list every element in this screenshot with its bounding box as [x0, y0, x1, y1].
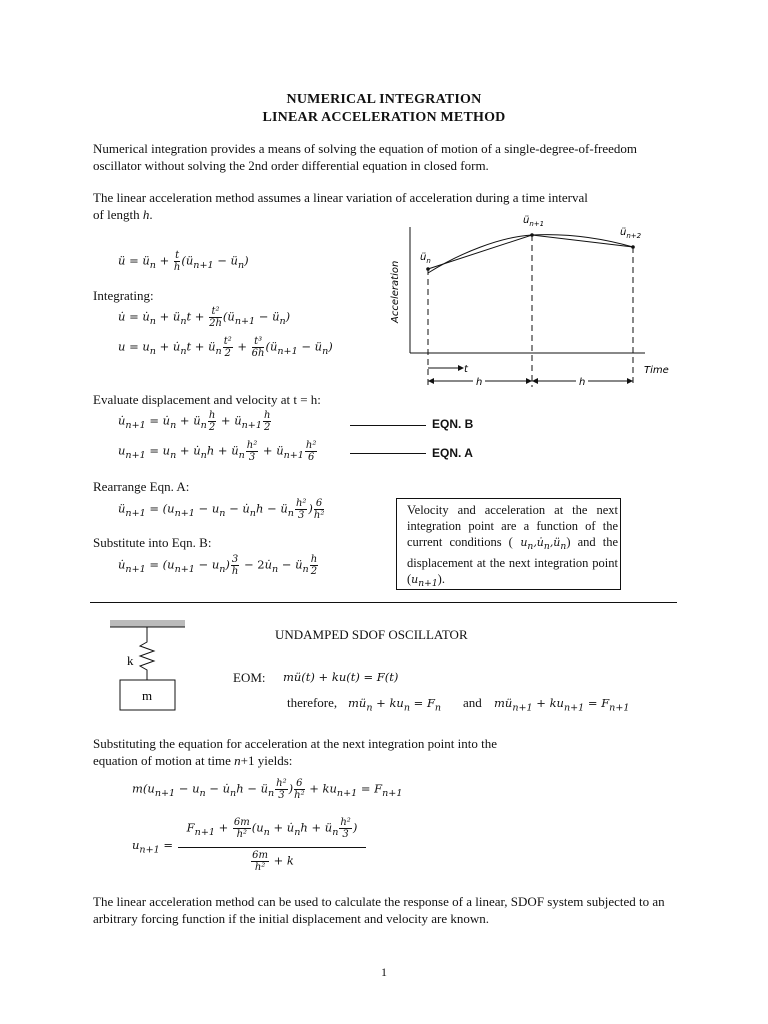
page-number: 1 [381, 965, 387, 979]
page-subtitle: LINEAR ACCELERATION METHOD [262, 110, 506, 125]
oscillator-sketch [100, 618, 200, 718]
t-label: t [464, 364, 468, 375]
acceleration-diagram [380, 205, 680, 395]
combined-equation: $m(u_{n+1} - u_n$ − $u̇_nh$ − $ü_n$ $\frac{\text{h²}}{3}$ ) $\frac{6}{\text{h²}}$ + $ku_{n+1} = F_{n+1}$ [132, 778, 403, 801]
acceleration-equation: ü = $ü_n$ + $\frac{t}{h}$ ($ü_{n+1}$ − $ü_n$) [118, 250, 249, 273]
spring-label: k [127, 653, 134, 668]
therefore-label: therefore, [287, 695, 338, 710]
label-a-n1: $ü_{n+1}$ [523, 215, 545, 228]
substituting-n: n [234, 753, 241, 768]
x-axis-label: Time [644, 365, 669, 376]
substituted-equation: $u̇_{n+1} = (u_{n+1} - u_n)$ $\frac{3}{h}$ − $2u̇_n$ − $ü_n$ $\frac{h}{2}$ [118, 554, 318, 577]
eom-equation: mü(t) + ku(t) = F(t) [283, 670, 399, 684]
note-conditions: $u_n,u̇_n,ü_n$ [512, 536, 567, 553]
spring-icon [140, 627, 154, 680]
eqn-b-leader [350, 425, 426, 426]
integrating-label: Integrating: [93, 288, 154, 303]
eqn-b-label: EQN. B [432, 417, 474, 431]
eqn-a-label: EQN. A [432, 446, 473, 460]
substituting-text-line2a: equation of motion at time [93, 753, 235, 768]
substituting-paragraph [93, 735, 693, 769]
assumption-text-line1: The linear acceleration method assumes a linear variation of acceleration during a time interval [93, 190, 588, 205]
mass-label: m [142, 688, 153, 703]
h-label-2: h [579, 377, 586, 388]
eqn-a-equation: $u_{n+1} = u_n$ + $u̇_nh$ + $ü_n$ $\frac{\text{h²}}{3}$ + $ü_{n+1}$ $\frac{\text{h²}}{6}$ [118, 440, 317, 463]
page-title: NUMERICAL INTEGRATION [286, 92, 482, 107]
substitute-label: Substitute into Eqn. B: [93, 535, 212, 550]
dim-arrow-icon [428, 378, 434, 384]
intro-paragraph: Numerical integration provides a means of solving the equation of motion of a single-degree-of-freedom oscillator without solving the 2nd order differential equation in closed form. [93, 141, 638, 173]
note-text-1: Velocity and acceleration at the next integration point are a function of the current conditions ( [407, 503, 618, 549]
oscillator-title: UNDAMPED SDOF OSCILLATOR [275, 627, 468, 642]
rearranged-equation: $ü_{n+1} = (u_{n+1} - u_n$ − $u̇_nh$ − $ü_n$ $\frac{\text{h²}}{3}$ ) $\frac{6}{\text{h²}}$ [118, 498, 325, 521]
h-label-1: h [476, 377, 483, 388]
label-a-n2: $ü_{n+2}$ [620, 227, 642, 240]
note-displacement: $u_{n+1}$ [411, 573, 438, 590]
rearrange-label: Rearrange Eqn. A: [93, 479, 190, 494]
displacement-equation: $u = u_n$ + $u̇_nt$ + $ü_n$ $\frac{\text{t²}}{2}$ + $\frac{\text{t³}}{6h}$ ($ü_{n+1}$ − $ü_n$) [118, 336, 333, 359]
y-axis-label: Acceleration [390, 260, 401, 323]
eqn-b-equation: $u̇_{n+1}$ = $u̇_n$ + $ü_n$ $\frac{h}{2}$ + $ü_{n+1}$ $\frac{h}{2}$ [118, 410, 271, 433]
section-divider [90, 602, 677, 603]
evaluate-label: Evaluate displacement and velocity at t = h: [93, 392, 321, 407]
assumption-text-line2: of length [93, 207, 143, 222]
assumption-end: . [149, 207, 153, 222]
ground-hatch [110, 620, 185, 627]
substituting-text-line2b: +1 yields: [240, 753, 293, 768]
dim-arrow-icon [532, 378, 538, 384]
note-text-3: ). [437, 572, 445, 587]
eom-label: EOM: [233, 670, 266, 685]
conclusion-paragraph: The linear acceleration method can be used to calculate the response of a linear, SDOF system subjected to an arbitrary forcing function if the initial displacement and velocity are known. [93, 894, 665, 926]
and-label: and [463, 695, 482, 710]
dim-arrow-icon [526, 378, 532, 384]
solution-fraction-bar [178, 847, 366, 848]
label-a-n: $ü_n$ [420, 252, 431, 265]
eom-step-n1: $mü_{n+1} + ku_{n+1} = F_{n+1}$ [494, 696, 630, 714]
eom-step-n: $mü_n + ku_n = F_n$ [348, 696, 442, 714]
eqn-a-leader [350, 453, 426, 454]
solution-denominator: $\frac{6m}{\text{h²}}$ + k [252, 850, 294, 873]
note-box [396, 498, 621, 590]
assumption-h: h [142, 207, 150, 222]
solution-numerator: $F_{n+1}$ + $\frac{6m}{\text{h²}}$ ($u_n$ + $u̇_nh$ + $ü_n$ $\frac{\text{h²}}{3}$ ) [186, 817, 358, 840]
dim-arrow-icon [627, 378, 633, 384]
note-text-2: ) and the displacement at the next integration point ( [407, 535, 618, 587]
velocity-equation: u̇ = $u̇_n$ + $ü_nt$ + $\frac{\text{t²}}{2h}$ ($ü_{n+1}$ − $ü_n$) [118, 306, 291, 329]
solution-lhs: $u_{n+1}$ = [132, 838, 174, 856]
actual-acceleration-curve [428, 235, 633, 273]
substituting-text-line1: Substituting the equation for acceleration at the next integration point into the [93, 736, 497, 751]
